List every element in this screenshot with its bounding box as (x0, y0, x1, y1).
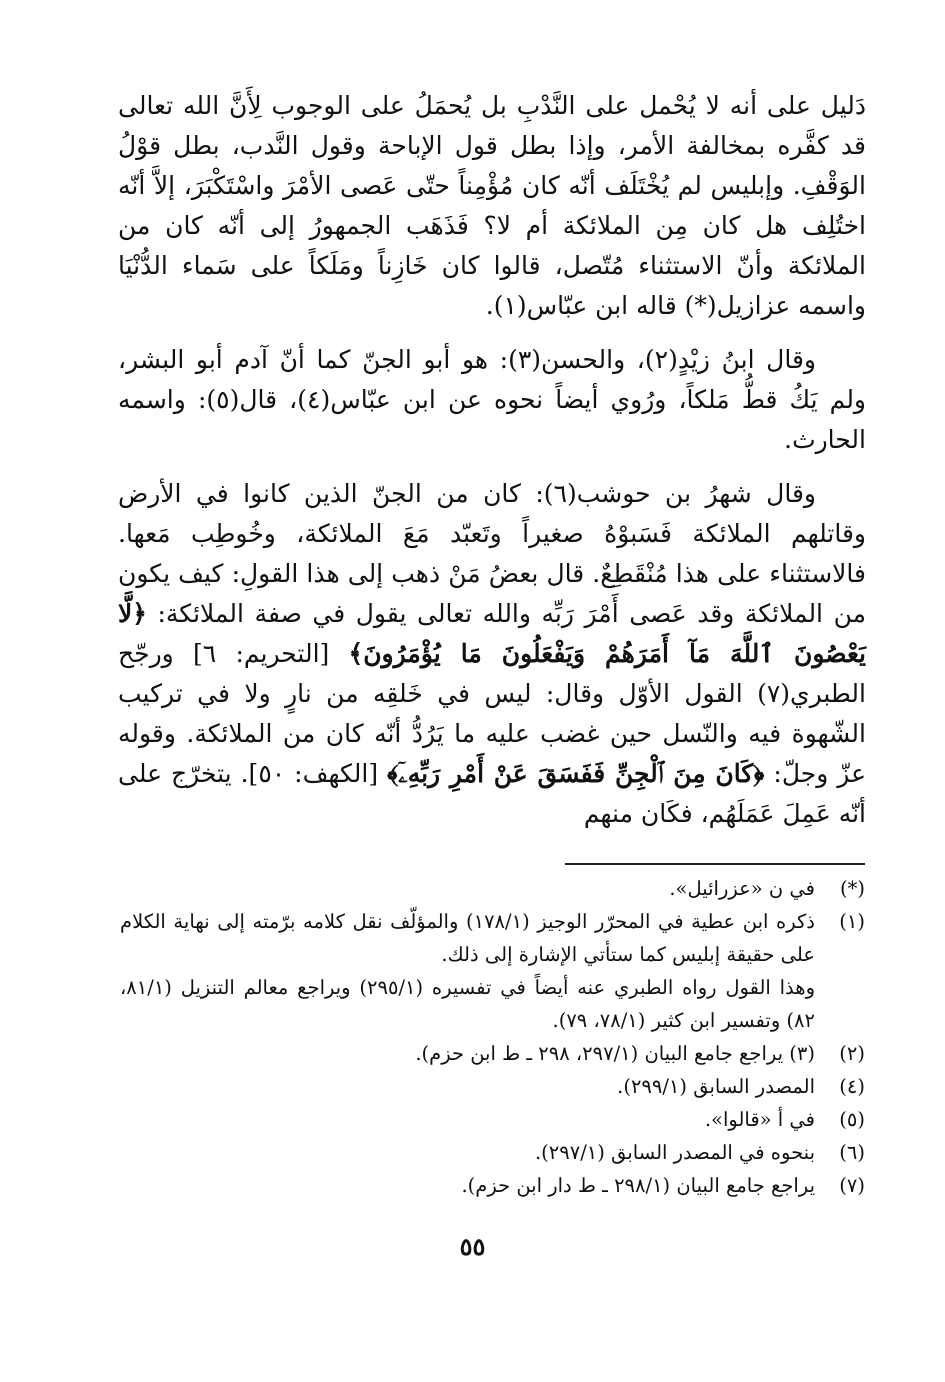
footnote-text: بنحوه في المصدر السابق (٢٩٧/١). (534, 1141, 815, 1164)
quran-verse-kahf: ﴿كَانَ مِنَ ٱلْجِنِّ فَفَسَقَ عَنْ أَمْرِ رَبِّهِۦٓ﴾ (387, 759, 765, 788)
footnote-number: (٤) (839, 1075, 865, 1098)
footnote-star (120, 872, 865, 905)
footnote-1 (120, 905, 865, 971)
footnote-text: ذكره ابن عطية في المحرّر الوجيز (١٧٨/١) والمؤلّف نقل كلامه برّمته إلى نهاية الكلام على حقيقة إبليس كما ستأتي الإشارة إلى ذلك. (120, 910, 815, 966)
footnote-5 (120, 1103, 865, 1136)
footnote-text: (٣) يراجع جامع البيان (٢٩٧/١، ٢٩٨ ـ ط ابن حزم). (415, 1042, 815, 1065)
main-text (118, 86, 866, 848)
footnote-number: (٥) (839, 1108, 865, 1131)
paragraph-3-part-2: [التحريم: ٦] ورجّح الطبري(٧) القول الأوّل وقال: ليس في خَلقِه من نارٍ ولا في تركيب الشّهوة فيه والنّسل حين غضب عليه ما يَرُدُّ أنّه كان من الملائكة. وقوله عزّ وجلّ: (118, 639, 866, 788)
page-number: ٥٥ (459, 1232, 486, 1261)
footnote-divider (565, 863, 865, 865)
paragraph-2: وقال ابنُ زيْدٍ(٢)، والحسن(٣): هو أبو الجنّ كما أنّ آدم أبو البشر، ولم يَكُ قطُّ مَلكاً، ورُوي أيضاً نحوه عن ابن عبّاس(٤)، قال(٥): واسمه الحارث. (118, 345, 867, 454)
footnote-1-continuation: وهذا القول رواه الطبري عنه أيضاً في تفسيره (٢٩٥/١) ويراجع معالم التنزيل (٨١/١، ٨٢) وتفسير ابن كثير (٧٨/١، ٧٩). (120, 976, 815, 1032)
footnote-2-3 (120, 1037, 865, 1070)
paragraph-3 (118, 474, 866, 834)
footnote-text: في أ «قالوا». (704, 1108, 815, 1131)
footnote-4 (120, 1070, 865, 1103)
footnote-text: في ن «عزرائيل». (669, 877, 815, 900)
paragraph-1: دَليل على أنه لا يُحْمل على النَّدْبِ بل يُحمَلُ على الوجوب لِأَنَّ الله تعالى قد كفَّره بمخالفة الأمر، وإذا بطل قول الإباحة وقول النَّدب، بطل قوْلُ الوَقْفِ. وإبليس لم يُخْتَلَف أنّه كان مُؤْمِناً حتّى عَصى الأمْرَ واسْتَكْبَرَ، إلاَّ أنّه اختُلِف هل كان مِن الملائكة أم لا؟ فَذَهَب الجمهورُ إلى أنّه كان من الملائكة وأنّ الاستثناء مُتّصل، قالوا كان خَازِناً ومَلَكاً على سَماء الدُّنْيَا واسمه عزازيل(*) قاله ابن عبّاس(١). (118, 91, 866, 320)
footnote-number: (٦) (839, 1141, 865, 1164)
footnotes (120, 872, 865, 1202)
footnote-number: (*) (840, 877, 865, 900)
paragraph-3-part-3: [الكهف: ٥٠]. يتخرّج على أنّه عَمِلَ عَمَلَهُم، فكَان منهم (118, 759, 866, 828)
quran-verse-tahrim: ﴿لَّا يَعْصُونَ ٱللَّهَ مَآ أَمَرَهُمْ وَيَفْعَلُونَ مَا يُؤْمَرُونَ﴾ (118, 599, 866, 668)
paragraph-3-part-1: وقال شهرُ بن حوشب(٦): كان من الجنّ الذين كانوا في الأرض وقاتلهم الملائكة فَسَبوْهُ صغيراً وتَعبّد مَعَ الملائكة، وخُوطِب مَعها. فالاستثناء على هذا مُنْقَطِعٌ. قال بعضُ مَنْ ذهب إلى هذا القولِ: كيف يكون من الملائكة وقد عَصى أَمْرَ رَبِّه والله تعالى يقول في صفة الملائكة: (118, 479, 866, 628)
footnote-7 (120, 1169, 865, 1202)
footnote-6 (120, 1136, 865, 1169)
footnote-number: (٢) (839, 1042, 865, 1065)
footnote-number: (٧) (839, 1174, 865, 1197)
footnote-text: المصدر السابق (٢٩٩/١). (617, 1075, 815, 1098)
footnote-number: (١) (839, 910, 865, 933)
footnote-text: يراجع جامع البيان (٢٩٨/١ ـ ط دار ابن حزم). (461, 1174, 815, 1197)
